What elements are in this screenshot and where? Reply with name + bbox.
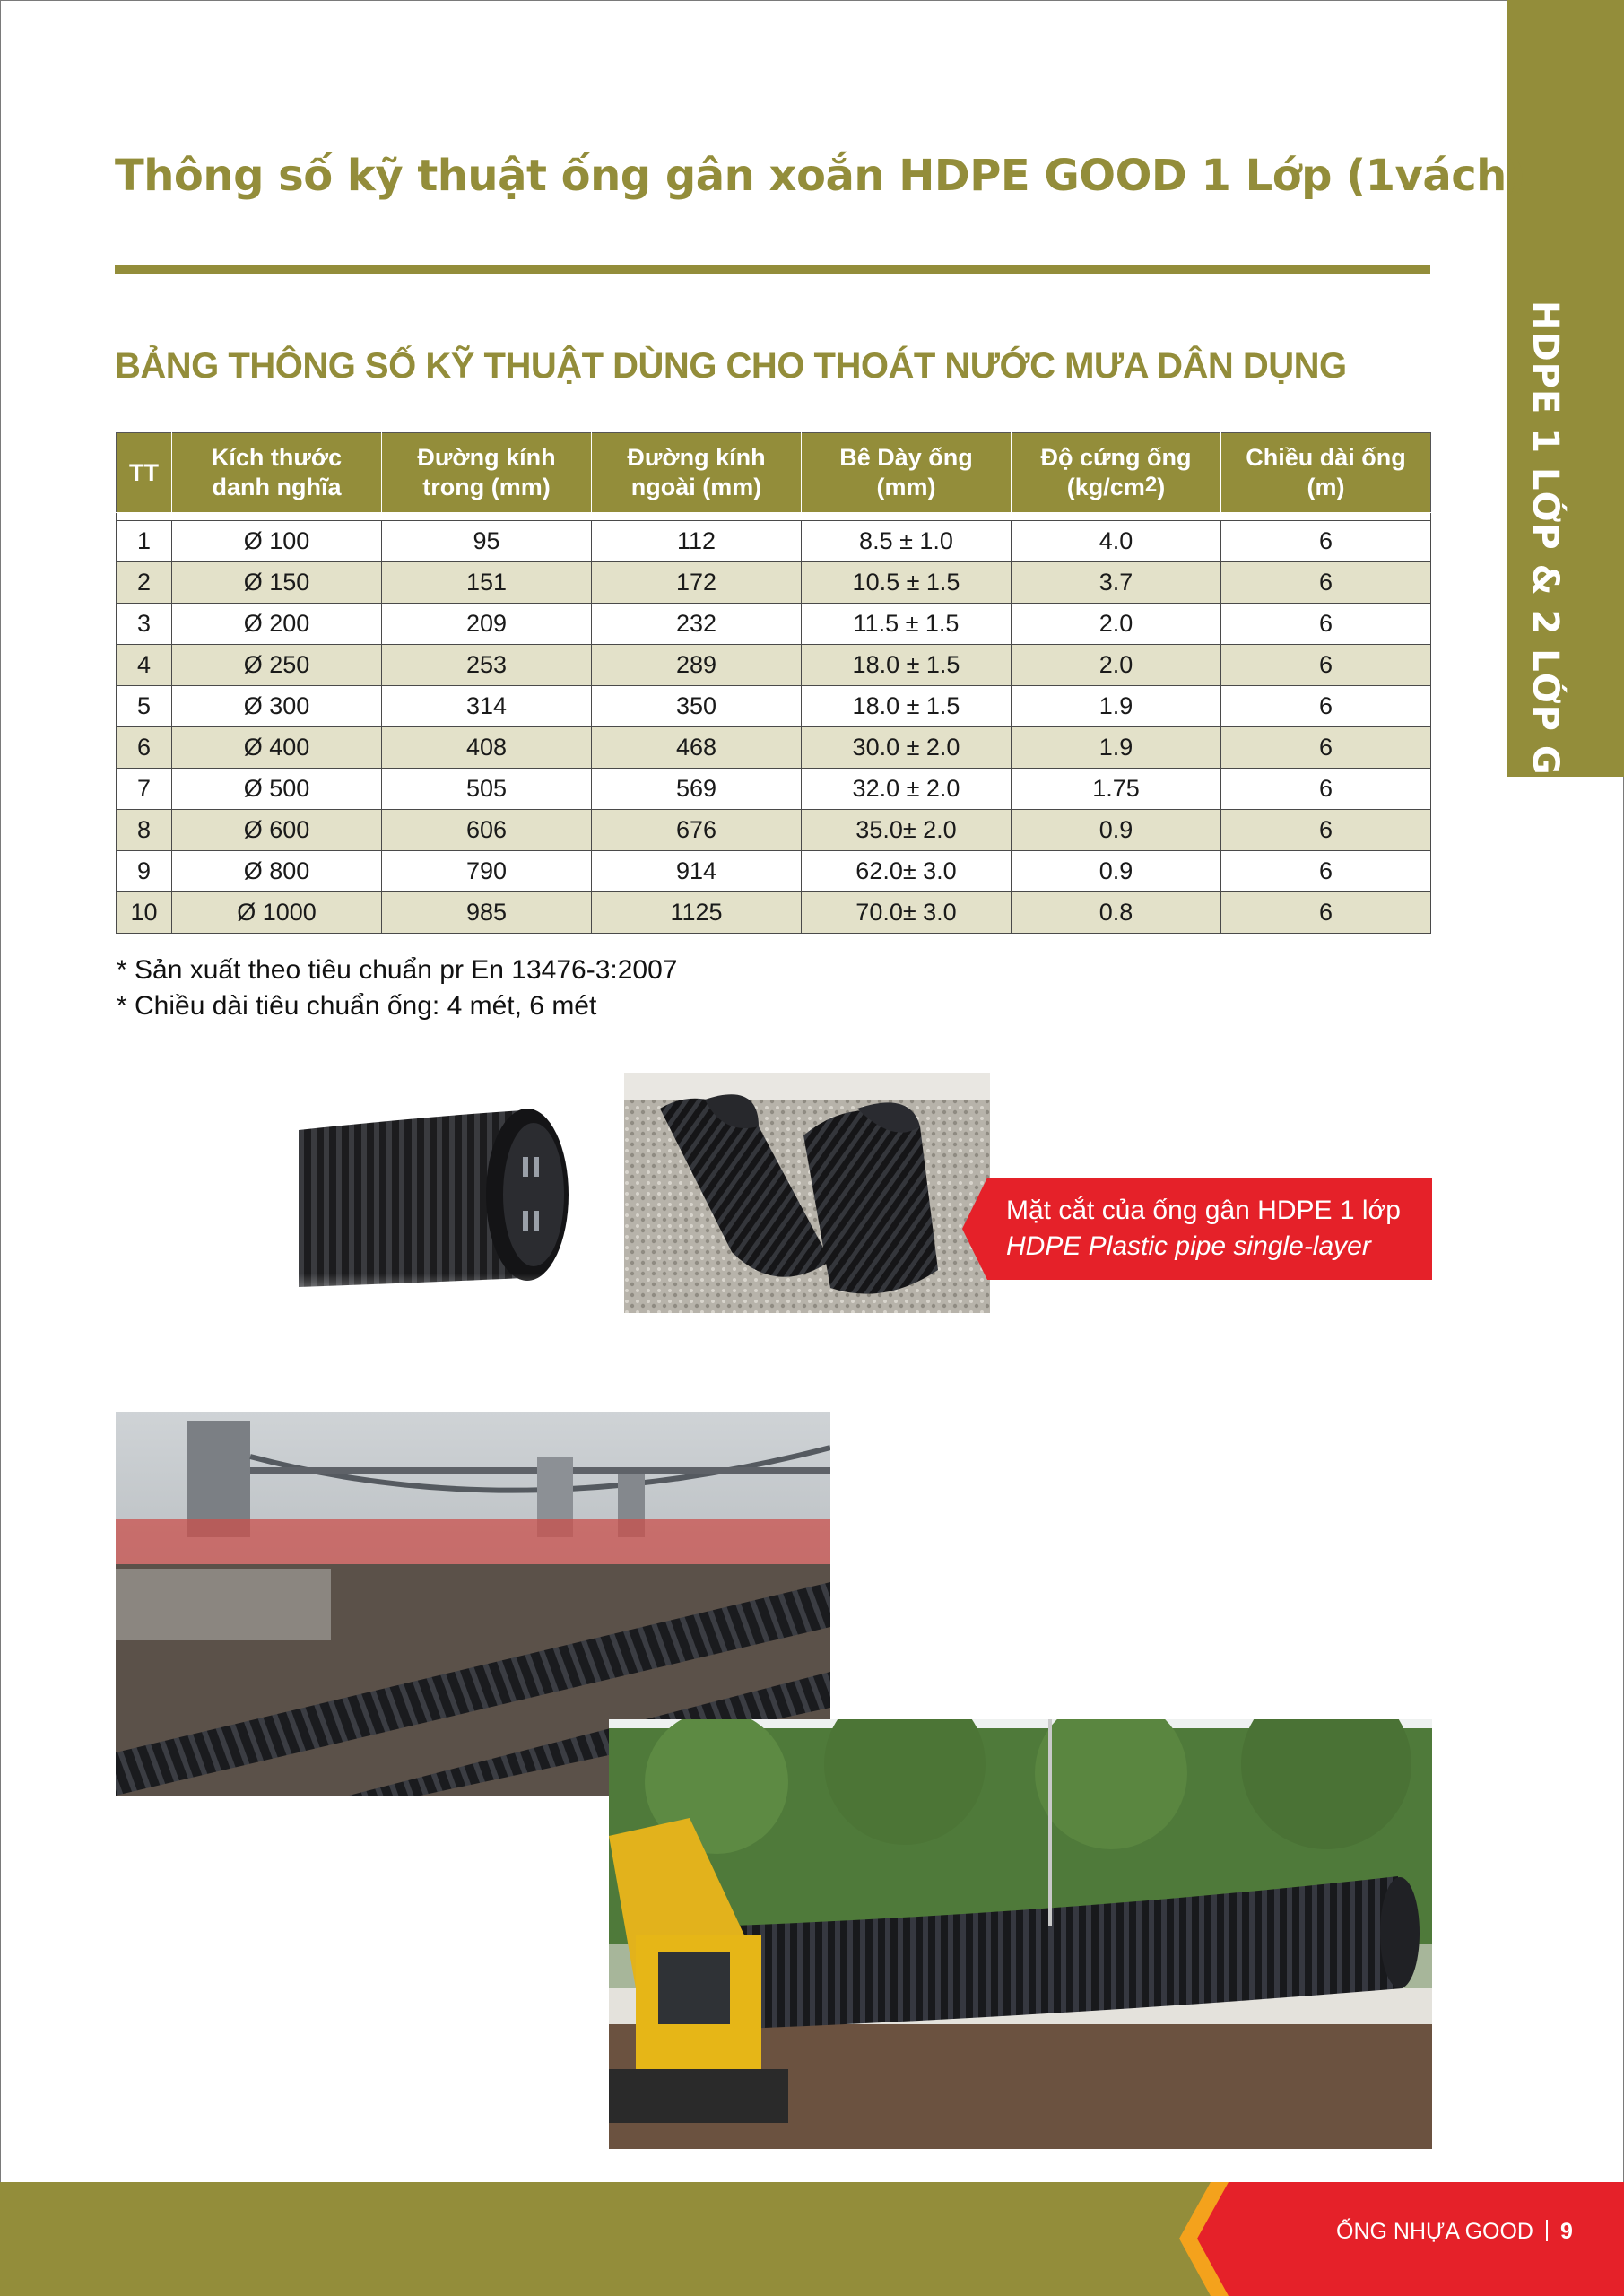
table-cell: 6: [1221, 562, 1431, 604]
table-cell: 6: [1221, 851, 1431, 892]
callout-vn: Mặt cắt của ống gân HDPE 1 lớp: [1006, 1196, 1401, 1225]
title-divider: [115, 265, 1430, 274]
table-cell: 676: [592, 810, 802, 851]
table-cell: 914: [592, 851, 802, 892]
table-cell: 6: [1221, 892, 1431, 934]
table-cell: 18.0 ± 1.5: [802, 645, 1012, 686]
header-inner-diameter: Đường kính trong (mm): [382, 433, 592, 513]
table-cell: 11.5 ± 1.5: [802, 604, 1012, 645]
table-cell: 5: [117, 686, 172, 727]
table-spacer: [117, 513, 1431, 521]
spec-table: [116, 432, 1431, 934]
table-cell: 6: [1221, 645, 1431, 686]
table-row: [117, 562, 1431, 604]
table-cell: 289: [592, 645, 802, 686]
table-cell: 606: [382, 810, 592, 851]
table-cell: 569: [592, 769, 802, 810]
table-cell: 0.9: [1012, 851, 1221, 892]
header-outer-diameter: Đường kính ngoài (mm): [592, 433, 802, 513]
callout-en: HDPE Plastic pipe single-layer: [1006, 1231, 1371, 1261]
table-cell: 62.0± 3.0: [802, 851, 1012, 892]
table-cell: Ø 400: [172, 727, 382, 769]
table-row: [117, 645, 1431, 686]
header-wall-thickness: Bê Dày ống (mm): [802, 433, 1012, 513]
table-cell: 112: [592, 521, 802, 562]
table-cell: 985: [382, 892, 592, 934]
table-cell: 790: [382, 851, 592, 892]
header-stiffness: Độ cứng ống $(kg/cm^2)$: [1012, 433, 1221, 513]
header-tt: TT: [117, 433, 172, 513]
side-tab-label: HDPE 1 LỚP & 2 LỚP GOOD: [1524, 300, 1566, 869]
table-cell: 1.9: [1012, 686, 1221, 727]
table-cell: 1125: [592, 892, 802, 934]
table-cell: Ø 100: [172, 521, 382, 562]
table-cell: 6: [1221, 604, 1431, 645]
table-row: [117, 769, 1431, 810]
header-length: Chiều dài ống (m): [1221, 433, 1431, 513]
table-cell: 18.0 ± 1.5: [802, 686, 1012, 727]
table-cell: 10: [117, 892, 172, 934]
table-cell: 2: [117, 562, 172, 604]
table-cell: 253: [382, 645, 592, 686]
table-row: [117, 851, 1431, 892]
table-cell: 209: [382, 604, 592, 645]
table-cell: Ø 1000: [172, 892, 382, 934]
footer-brand: ỐNG NHỰA GOOD: [1336, 2219, 1533, 2244]
table-row: [117, 892, 1431, 934]
header-nominal-size: Kích thước danh nghĩa: [172, 433, 382, 513]
table-cell: Ø 150: [172, 562, 382, 604]
notes: [117, 952, 677, 1024]
page-number: 9: [1559, 2219, 1573, 2244]
table-cell: 30.0 ± 2.0: [802, 727, 1012, 769]
table-cell: 1: [117, 521, 172, 562]
table-cell: 35.0± 2.0: [802, 810, 1012, 851]
table-row: [117, 810, 1431, 851]
table-cell: 505: [382, 769, 592, 810]
note-length: * Chiều dài tiêu chuẩn ống: 4 mét, 6 mét: [117, 991, 597, 1021]
table-cell: Ø 250: [172, 645, 382, 686]
table-cell: 6: [1221, 686, 1431, 727]
table-cell: 1.9: [1012, 727, 1221, 769]
footer-separator: [1546, 2220, 1548, 2241]
table-cell: 314: [382, 686, 592, 727]
page-title: Thông số kỹ thuật ống gân xoắn HDPE GOOD 1 Lớp (1vách): [115, 151, 1526, 201]
table-cell: 4: [117, 645, 172, 686]
table-heading: BẢNG THÔNG SỐ KỸ THUẬT DÙNG CHO THOÁT NƯỚC MƯA DÂN DỤNG: [115, 346, 1347, 386]
table-cell: 70.0± 3.0: [802, 892, 1012, 934]
table-cell: Ø 300: [172, 686, 382, 727]
table-cell: 2.0: [1012, 604, 1221, 645]
table-cell: 232: [592, 604, 802, 645]
table-cell: 408: [382, 727, 592, 769]
table-row: [117, 686, 1431, 727]
photo-excavator-lifting-pipe: [609, 1719, 1432, 2149]
table-cell: 2.0: [1012, 645, 1221, 686]
photo-pipe-cutaway: [624, 1073, 990, 1313]
table-cell: Ø 500: [172, 769, 382, 810]
table-cell: 3: [117, 604, 172, 645]
table-cell: 6: [117, 727, 172, 769]
table-cell: 8.5 ± 1.0: [802, 521, 1012, 562]
table-cell: 6: [1221, 727, 1431, 769]
table-cell: Ø 800: [172, 851, 382, 892]
table-row: [117, 604, 1431, 645]
table-cell: 468: [592, 727, 802, 769]
table-cell: 4.0: [1012, 521, 1221, 562]
table-cell: 6: [1221, 769, 1431, 810]
table-cell: 7: [117, 769, 172, 810]
callout-text: [1006, 1193, 1401, 1265]
table-cell: 151: [382, 562, 592, 604]
table-cell: 172: [592, 562, 802, 604]
table-cell: 350: [592, 686, 802, 727]
footer: [1336, 2219, 1573, 2245]
table-row: [117, 727, 1431, 769]
table-cell: 1.75: [1012, 769, 1221, 810]
note-standard: * Sản xuất theo tiêu chuẩn pr En 13476-3:2007: [117, 955, 678, 985]
table-cell: 6: [1221, 810, 1431, 851]
table-cell: 6: [1221, 521, 1431, 562]
table-header-row: [117, 433, 1431, 513]
table-cell: Ø 200: [172, 604, 382, 645]
table-row: [117, 521, 1431, 562]
table-cell: Ø 600: [172, 810, 382, 851]
table-cell: 0.9: [1012, 810, 1221, 851]
table-cell: 9: [117, 851, 172, 892]
table-cell: 3.7: [1012, 562, 1221, 604]
table-cell: 95: [382, 521, 592, 562]
table-cell: 8: [117, 810, 172, 851]
photo-pipe-section: [299, 1094, 577, 1327]
table-cell: 10.5 ± 1.5: [802, 562, 1012, 604]
table-cell: 0.8: [1012, 892, 1221, 934]
table-cell: 32.0 ± 2.0: [802, 769, 1012, 810]
